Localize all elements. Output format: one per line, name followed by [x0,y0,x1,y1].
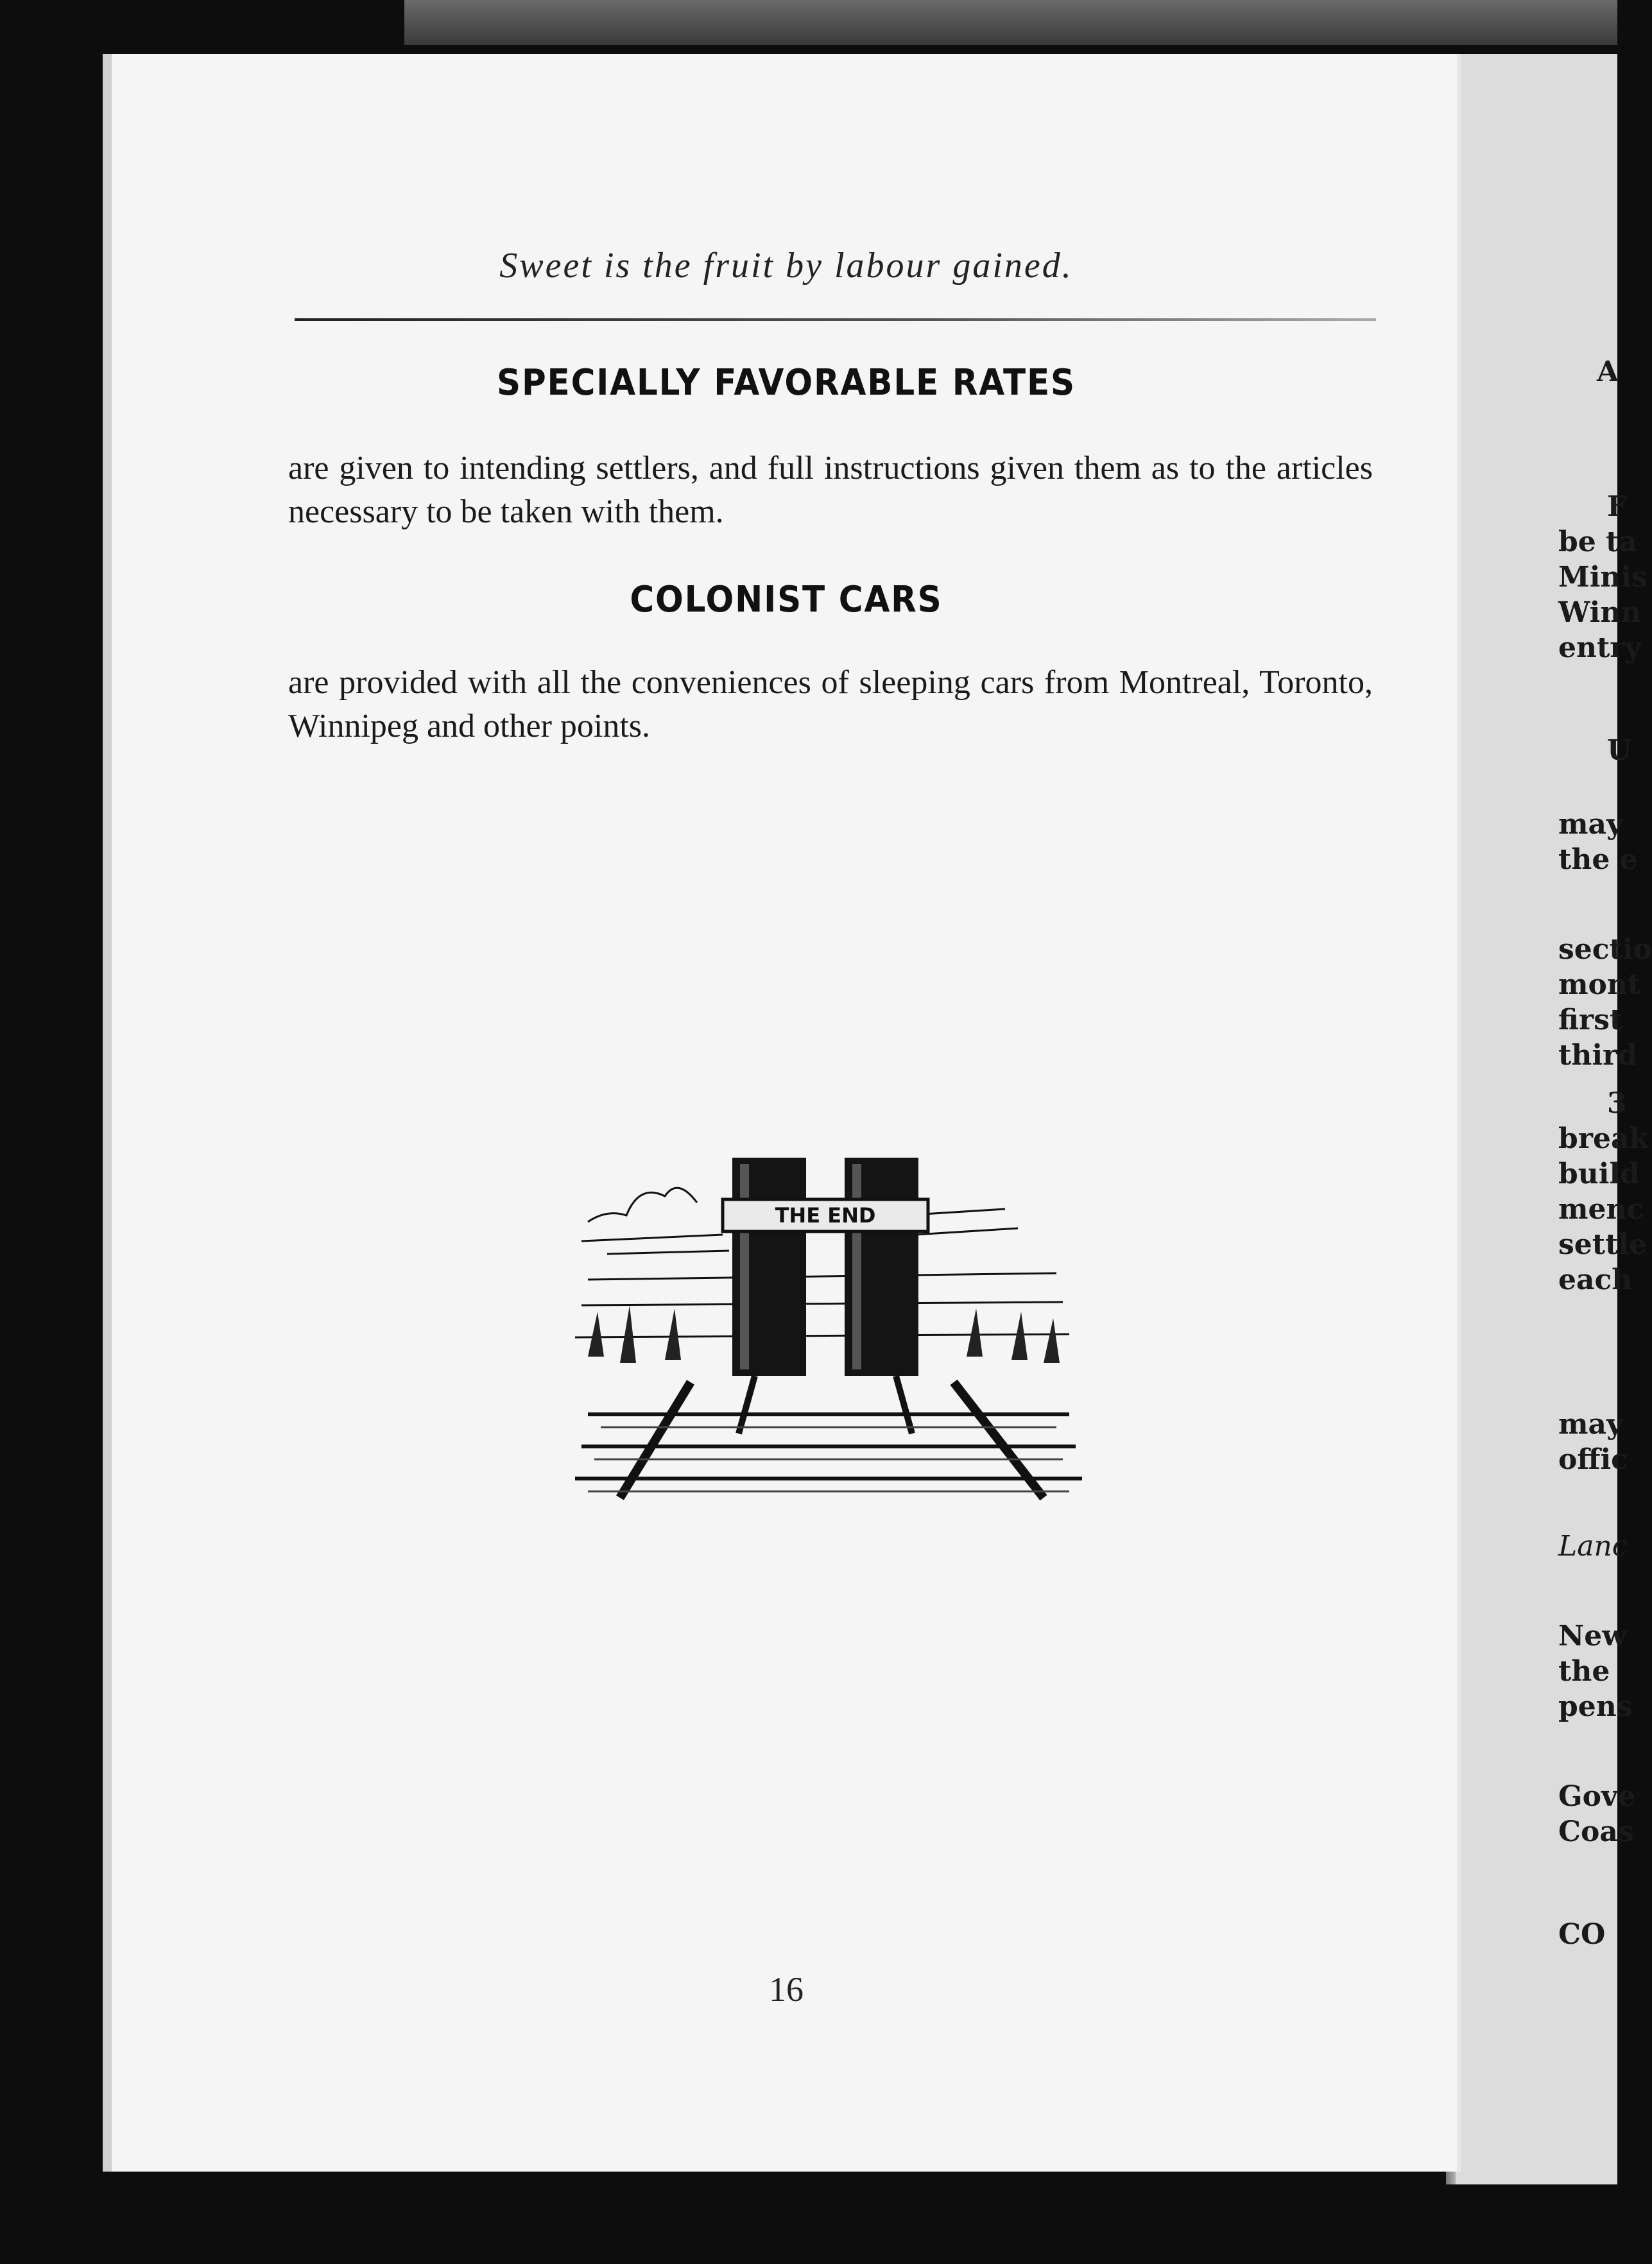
next-page-text: A [1597,356,1619,388]
scanner-background [404,0,1617,45]
next-page-text: menc [1558,1193,1644,1226]
sign-text: THE END [775,1203,876,1228]
next-page-text: be ta [1558,526,1637,558]
next-page-text: 3 [1607,1087,1627,1120]
next-page-text: build [1558,1158,1640,1190]
page-number: 16 [769,1970,804,2009]
next-page-text: Minis [1558,561,1648,594]
header-rule [295,318,1376,321]
next-page-text: CO [1558,1918,1606,1951]
next-page-text: F [1607,490,1628,523]
next-page-text: the [1558,1655,1610,1688]
section-heading-rates: SPECIALLY FAVORABLE RATES [497,362,1076,404]
next-page-text: mont [1558,968,1641,1001]
document-page [103,54,1461,2172]
next-page-text: Coas [1558,1815,1634,1848]
next-page-text: sectio [1558,933,1652,966]
page-motto: Sweet is the fruit by labour gained. [499,246,1073,286]
next-page-text: entry [1558,631,1642,664]
next-page-text: New [1558,1620,1627,1652]
next-page-text: each [1558,1264,1633,1296]
next-page-text: first [1558,1004,1623,1036]
next-page-text: offic [1558,1443,1628,1476]
next-page-text: U [1607,734,1632,767]
next-page-text: pens [1558,1690,1633,1723]
next-page-text: Lanc [1558,1530,1628,1563]
next-page-text: the e [1558,843,1638,876]
next-page-text: third [1558,1039,1637,1072]
section-body-colonist-cars: are provided with all the conveniences of sleeping cars from Montreal, Toronto, Winnipeg and other points. [288,664,1373,744]
next-page-text: may [1558,808,1623,841]
section-body-rates: are given to intending settlers, and full instructions given them as to the articles necessary to be taken with them. [288,450,1373,530]
section-heading-colonist-cars: COLONIST CARS [630,579,943,621]
next-page-text: may [1558,1408,1623,1441]
next-page-text: Winn [1558,596,1642,629]
next-page-text: Gove [1558,1780,1636,1813]
next-page-fragment [1456,54,1652,2184]
railway-end-illustration [569,1145,1082,1517]
next-page-text: break [1558,1122,1649,1155]
next-page-text: settle [1558,1228,1648,1261]
